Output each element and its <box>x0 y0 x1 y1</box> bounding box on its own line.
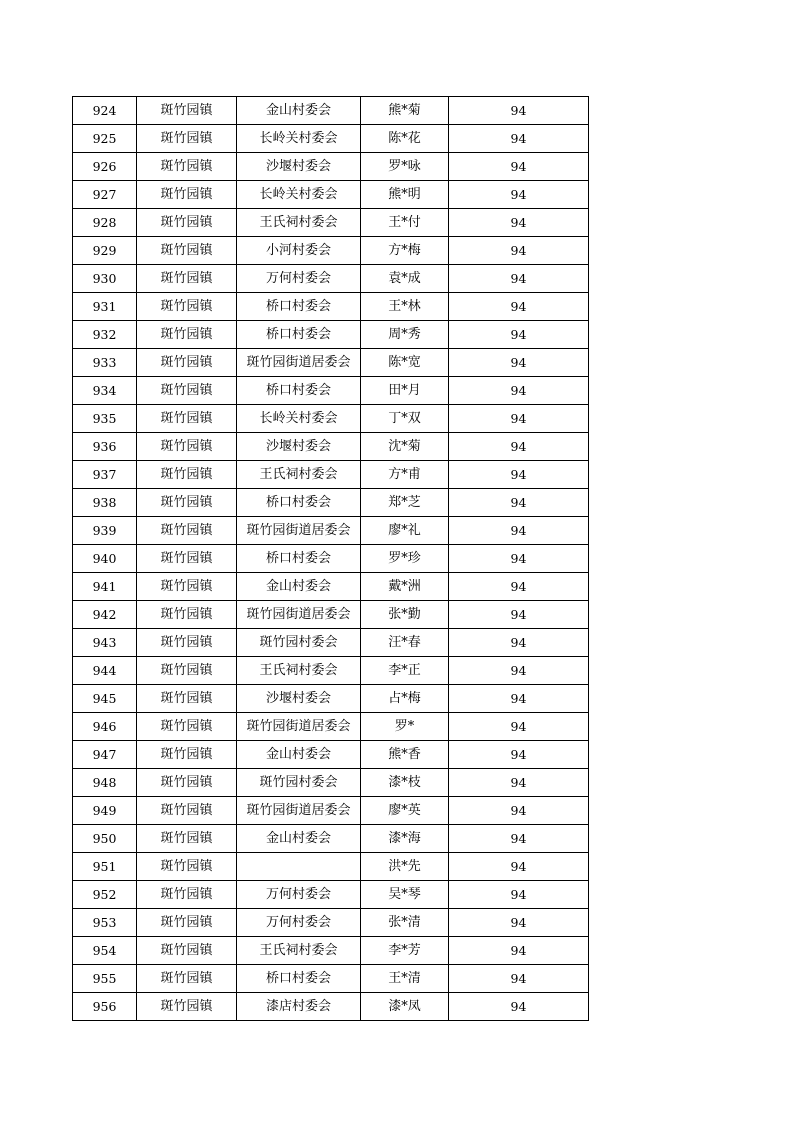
table-row <box>73 937 589 965</box>
row-number-cell: 944 <box>73 657 137 685</box>
score-cell: 94 <box>449 545 589 573</box>
row-number-cell: 930 <box>73 265 137 293</box>
score-cell: 94 <box>449 685 589 713</box>
row-number-cell: 951 <box>73 853 137 881</box>
village-cell: 斑竹园街道居委会 <box>237 349 361 377</box>
town-cell: 斑竹园镇 <box>137 965 237 993</box>
score-cell: 94 <box>449 797 589 825</box>
town-cell: 斑竹园镇 <box>137 237 237 265</box>
score-cell: 94 <box>449 769 589 797</box>
row-number-cell: 929 <box>73 237 137 265</box>
village-cell: 万何村委会 <box>237 881 361 909</box>
table-row <box>73 153 589 181</box>
table-row <box>73 517 589 545</box>
village-cell: 王氏祠村委会 <box>237 461 361 489</box>
score-cell: 94 <box>449 853 589 881</box>
score-cell: 94 <box>449 909 589 937</box>
score-cell: 94 <box>449 881 589 909</box>
table-row <box>73 797 589 825</box>
score-cell: 94 <box>449 489 589 517</box>
person-name-cell: 袁*成 <box>361 265 449 293</box>
town-cell: 斑竹园镇 <box>137 937 237 965</box>
town-cell: 斑竹园镇 <box>137 517 237 545</box>
person-name-cell: 周*秀 <box>361 321 449 349</box>
table-row <box>73 853 589 881</box>
village-cell: 漆店村委会 <box>237 993 361 1021</box>
village-cell: 桥口村委会 <box>237 489 361 517</box>
row-number-cell: 931 <box>73 293 137 321</box>
row-number-cell: 943 <box>73 629 137 657</box>
town-cell: 斑竹园镇 <box>137 489 237 517</box>
person-name-cell: 罗*珍 <box>361 545 449 573</box>
person-name-cell: 漆*凤 <box>361 993 449 1021</box>
person-name-cell: 张*清 <box>361 909 449 937</box>
person-name-cell: 方*甫 <box>361 461 449 489</box>
person-name-cell: 汪*春 <box>361 629 449 657</box>
score-cell: 94 <box>449 405 589 433</box>
person-name-cell: 陈*花 <box>361 125 449 153</box>
village-cell: 金山村委会 <box>237 573 361 601</box>
score-cell: 94 <box>449 209 589 237</box>
town-cell: 斑竹园镇 <box>137 321 237 349</box>
town-cell: 斑竹园镇 <box>137 713 237 741</box>
person-name-cell: 洪*先 <box>361 853 449 881</box>
village-cell: 斑竹园村委会 <box>237 769 361 797</box>
row-number-cell: 949 <box>73 797 137 825</box>
table-row <box>73 545 589 573</box>
row-number-cell: 945 <box>73 685 137 713</box>
person-name-cell: 王*清 <box>361 965 449 993</box>
village-cell: 金山村委会 <box>237 825 361 853</box>
village-cell: 斑竹园街道居委会 <box>237 601 361 629</box>
person-name-cell: 漆*枝 <box>361 769 449 797</box>
village-cell: 沙堰村委会 <box>237 685 361 713</box>
person-name-cell: 李*正 <box>361 657 449 685</box>
table-row <box>73 601 589 629</box>
person-name-cell: 罗* <box>361 713 449 741</box>
row-number-cell: 950 <box>73 825 137 853</box>
score-cell: 94 <box>449 125 589 153</box>
score-cell: 94 <box>449 265 589 293</box>
table-row <box>73 377 589 405</box>
town-cell: 斑竹园镇 <box>137 657 237 685</box>
village-cell: 王氏祠村委会 <box>237 209 361 237</box>
table-row <box>73 265 589 293</box>
village-cell: 斑竹园村委会 <box>237 629 361 657</box>
town-cell: 斑竹园镇 <box>137 97 237 125</box>
row-number-cell: 947 <box>73 741 137 769</box>
score-cell: 94 <box>449 433 589 461</box>
row-number-cell: 933 <box>73 349 137 377</box>
table-row <box>73 685 589 713</box>
row-number-cell: 941 <box>73 573 137 601</box>
person-name-cell: 丁*双 <box>361 405 449 433</box>
score-cell: 94 <box>449 377 589 405</box>
table-row <box>73 993 589 1021</box>
town-cell: 斑竹园镇 <box>137 265 237 293</box>
village-cell: 王氏祠村委会 <box>237 937 361 965</box>
person-name-cell: 王*付 <box>361 209 449 237</box>
village-cell: 斑竹园街道居委会 <box>237 797 361 825</box>
town-cell: 斑竹园镇 <box>137 685 237 713</box>
person-name-cell: 王*林 <box>361 293 449 321</box>
town-cell: 斑竹园镇 <box>137 545 237 573</box>
row-number-cell: 928 <box>73 209 137 237</box>
score-cell: 94 <box>449 657 589 685</box>
row-number-cell: 946 <box>73 713 137 741</box>
row-number-cell: 924 <box>73 97 137 125</box>
score-cell: 94 <box>449 97 589 125</box>
row-number-cell: 939 <box>73 517 137 545</box>
table-row <box>73 769 589 797</box>
town-cell: 斑竹园镇 <box>137 573 237 601</box>
row-number-cell: 932 <box>73 321 137 349</box>
village-cell: 金山村委会 <box>237 741 361 769</box>
village-cell: 沙堰村委会 <box>237 153 361 181</box>
row-number-cell: 955 <box>73 965 137 993</box>
village-cell: 沙堰村委会 <box>237 433 361 461</box>
town-cell: 斑竹园镇 <box>137 461 237 489</box>
table-row <box>73 181 589 209</box>
table-row <box>73 657 589 685</box>
person-name-cell: 占*梅 <box>361 685 449 713</box>
person-name-cell: 熊*菊 <box>361 97 449 125</box>
person-name-cell: 陈*宽 <box>361 349 449 377</box>
person-name-cell: 田*月 <box>361 377 449 405</box>
table-row <box>73 573 589 601</box>
village-cell: 万何村委会 <box>237 909 361 937</box>
row-number-cell: 956 <box>73 993 137 1021</box>
village-cell: 万何村委会 <box>237 265 361 293</box>
person-name-cell: 熊*香 <box>361 741 449 769</box>
row-number-cell: 954 <box>73 937 137 965</box>
town-cell: 斑竹园镇 <box>137 629 237 657</box>
table-row <box>73 741 589 769</box>
town-cell: 斑竹园镇 <box>137 741 237 769</box>
table-row <box>73 125 589 153</box>
table-row <box>73 881 589 909</box>
row-number-cell: 927 <box>73 181 137 209</box>
village-cell: 桥口村委会 <box>237 545 361 573</box>
town-cell: 斑竹园镇 <box>137 993 237 1021</box>
town-cell: 斑竹园镇 <box>137 797 237 825</box>
row-number-cell: 936 <box>73 433 137 461</box>
row-number-cell: 934 <box>73 377 137 405</box>
score-cell: 94 <box>449 965 589 993</box>
table-row <box>73 97 589 125</box>
person-name-cell: 沈*菊 <box>361 433 449 461</box>
row-number-cell: 952 <box>73 881 137 909</box>
score-cell: 94 <box>449 293 589 321</box>
row-number-cell: 937 <box>73 461 137 489</box>
town-cell: 斑竹园镇 <box>137 209 237 237</box>
score-cell: 94 <box>449 629 589 657</box>
score-cell: 94 <box>449 321 589 349</box>
village-cell: 桥口村委会 <box>237 293 361 321</box>
village-cell: 金山村委会 <box>237 97 361 125</box>
town-cell: 斑竹园镇 <box>137 601 237 629</box>
village-cell: 小河村委会 <box>237 237 361 265</box>
person-name-cell: 方*梅 <box>361 237 449 265</box>
score-cell: 94 <box>449 237 589 265</box>
table-row <box>73 237 589 265</box>
table-row <box>73 461 589 489</box>
row-number-cell: 940 <box>73 545 137 573</box>
village-cell: 斑竹园街道居委会 <box>237 517 361 545</box>
village-cell: 长岭关村委会 <box>237 405 361 433</box>
village-cell <box>237 853 361 881</box>
score-cell: 94 <box>449 153 589 181</box>
row-number-cell: 925 <box>73 125 137 153</box>
person-name-cell: 张*勤 <box>361 601 449 629</box>
town-cell: 斑竹园镇 <box>137 349 237 377</box>
table-body <box>73 97 589 1021</box>
table-row <box>73 405 589 433</box>
table-row <box>73 713 589 741</box>
person-name-cell: 廖*英 <box>361 797 449 825</box>
town-cell: 斑竹园镇 <box>137 853 237 881</box>
row-number-cell: 938 <box>73 489 137 517</box>
score-cell: 94 <box>449 993 589 1021</box>
score-cell: 94 <box>449 181 589 209</box>
village-cell: 桥口村委会 <box>237 321 361 349</box>
person-name-cell: 廖*礼 <box>361 517 449 545</box>
person-name-cell: 罗*咏 <box>361 153 449 181</box>
person-name-cell: 熊*明 <box>361 181 449 209</box>
town-cell: 斑竹园镇 <box>137 769 237 797</box>
score-cell: 94 <box>449 461 589 489</box>
table-row <box>73 825 589 853</box>
table-row <box>73 349 589 377</box>
table-row <box>73 965 589 993</box>
score-cell: 94 <box>449 349 589 377</box>
village-cell: 桥口村委会 <box>237 965 361 993</box>
town-cell: 斑竹园镇 <box>137 825 237 853</box>
score-cell: 94 <box>449 741 589 769</box>
town-cell: 斑竹园镇 <box>137 377 237 405</box>
person-name-cell: 戴*洲 <box>361 573 449 601</box>
town-cell: 斑竹园镇 <box>137 909 237 937</box>
table-row <box>73 489 589 517</box>
table-row <box>73 629 589 657</box>
person-name-cell: 漆*海 <box>361 825 449 853</box>
town-cell: 斑竹园镇 <box>137 293 237 321</box>
row-number-cell: 942 <box>73 601 137 629</box>
row-number-cell: 935 <box>73 405 137 433</box>
score-cell: 94 <box>449 601 589 629</box>
person-name-cell: 吴*琴 <box>361 881 449 909</box>
table-row <box>73 321 589 349</box>
table-row <box>73 909 589 937</box>
score-cell: 94 <box>449 825 589 853</box>
table-row <box>73 293 589 321</box>
person-name-cell: 郑*芝 <box>361 489 449 517</box>
table-row <box>73 209 589 237</box>
person-name-cell: 李*芳 <box>361 937 449 965</box>
village-cell: 斑竹园街道居委会 <box>237 713 361 741</box>
row-number-cell: 926 <box>73 153 137 181</box>
town-cell: 斑竹园镇 <box>137 181 237 209</box>
score-cell: 94 <box>449 713 589 741</box>
town-cell: 斑竹园镇 <box>137 881 237 909</box>
village-cell: 桥口村委会 <box>237 377 361 405</box>
row-number-cell: 953 <box>73 909 137 937</box>
table-row <box>73 433 589 461</box>
village-cell: 长岭关村委会 <box>237 125 361 153</box>
row-number-cell: 948 <box>73 769 137 797</box>
score-cell: 94 <box>449 937 589 965</box>
town-cell: 斑竹园镇 <box>137 125 237 153</box>
data-table <box>72 96 589 1021</box>
score-cell: 94 <box>449 517 589 545</box>
village-cell: 王氏祠村委会 <box>237 657 361 685</box>
town-cell: 斑竹园镇 <box>137 405 237 433</box>
town-cell: 斑竹园镇 <box>137 433 237 461</box>
town-cell: 斑竹园镇 <box>137 153 237 181</box>
score-cell: 94 <box>449 573 589 601</box>
village-cell: 长岭关村委会 <box>237 181 361 209</box>
